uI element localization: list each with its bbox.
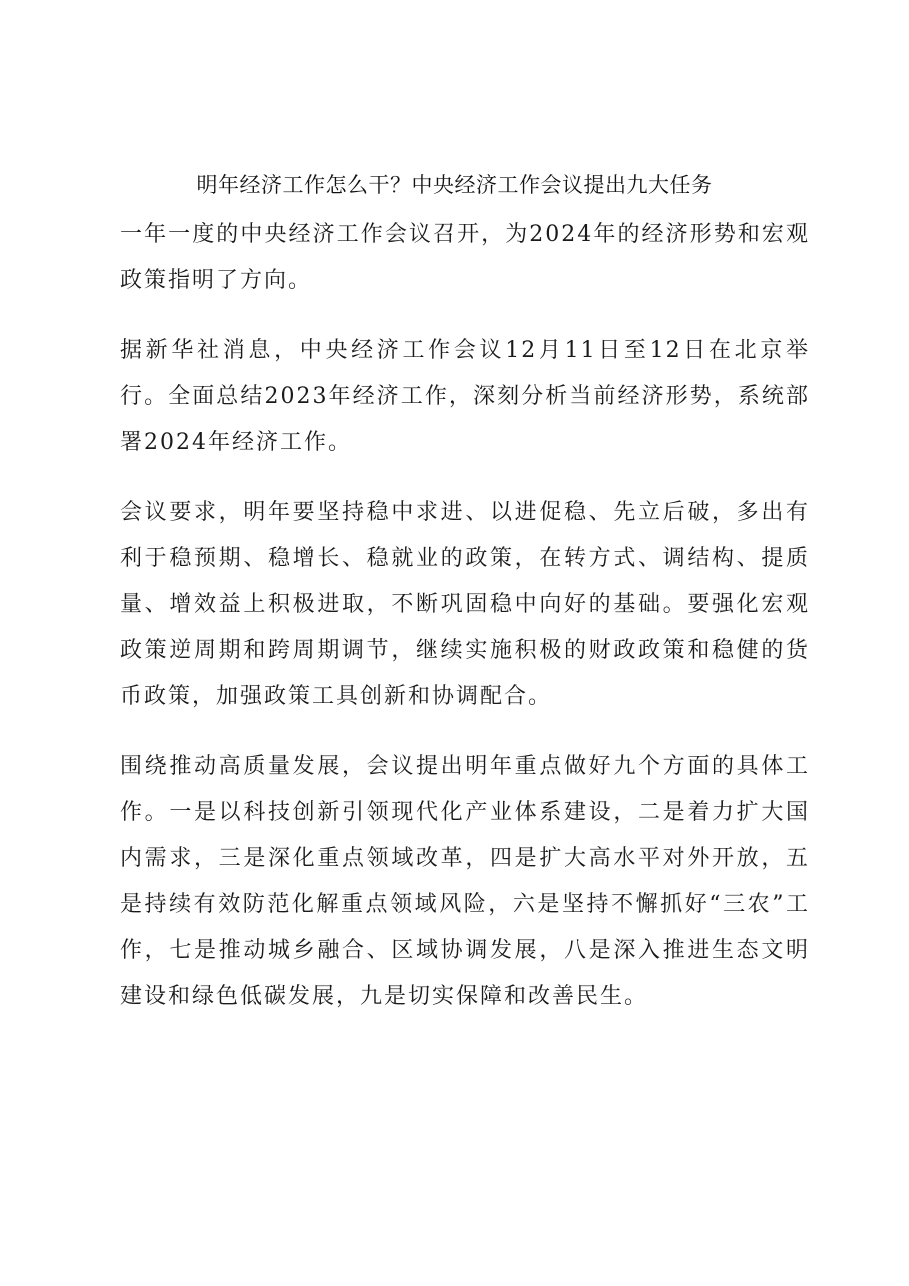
article-title: 明年经济工作怎么干？中央经济工作会议提出九大任务 — [196, 173, 713, 197]
paragraph-meeting-news: 据新华社消息，中央经济工作会议12月11日至12日在北京举行。全面总结2023年经济工作，深刻分析当前经济形势，系统部署2024年经济工作。 — [120, 338, 810, 455]
article-body — [120, 212, 810, 1044]
paragraph-nine-tasks: 围绕推动高质量发展，会议提出明年重点做好九个方面的具体工作。一是以科技创新引领现代化产业体系建设，二是着力扩大国内需求，三是深化重点领域改革，四是扩大高水平对外开放，五是持续有效防范化解重点领域风险，六是坚持不懈抓好“三农”工作，七是推动城乡融合、区域协调发展，八是深入推进生态文明建设和绿色低碳发展，九是切实保障和改善民生。 — [120, 754, 810, 1009]
paragraph-requirements: 会议要求，明年要坚持稳中求进、以进促稳、先立后破，多出有利于稳预期、稳增长、稳就业的政策，在转方式、调结构、提质量、增效益上积极进取，不断巩固稳中向好的基础。要强化宏观政策逆周期和跨周期调节，继续实施积极的财政政策和稳健的货币政策，加强政策工具创新和协调配合。 — [120, 500, 810, 709]
paragraph-intro: 一年一度的中央经济工作会议召开，为2024年的经济形势和宏观政策指明了方向。 — [120, 222, 810, 293]
